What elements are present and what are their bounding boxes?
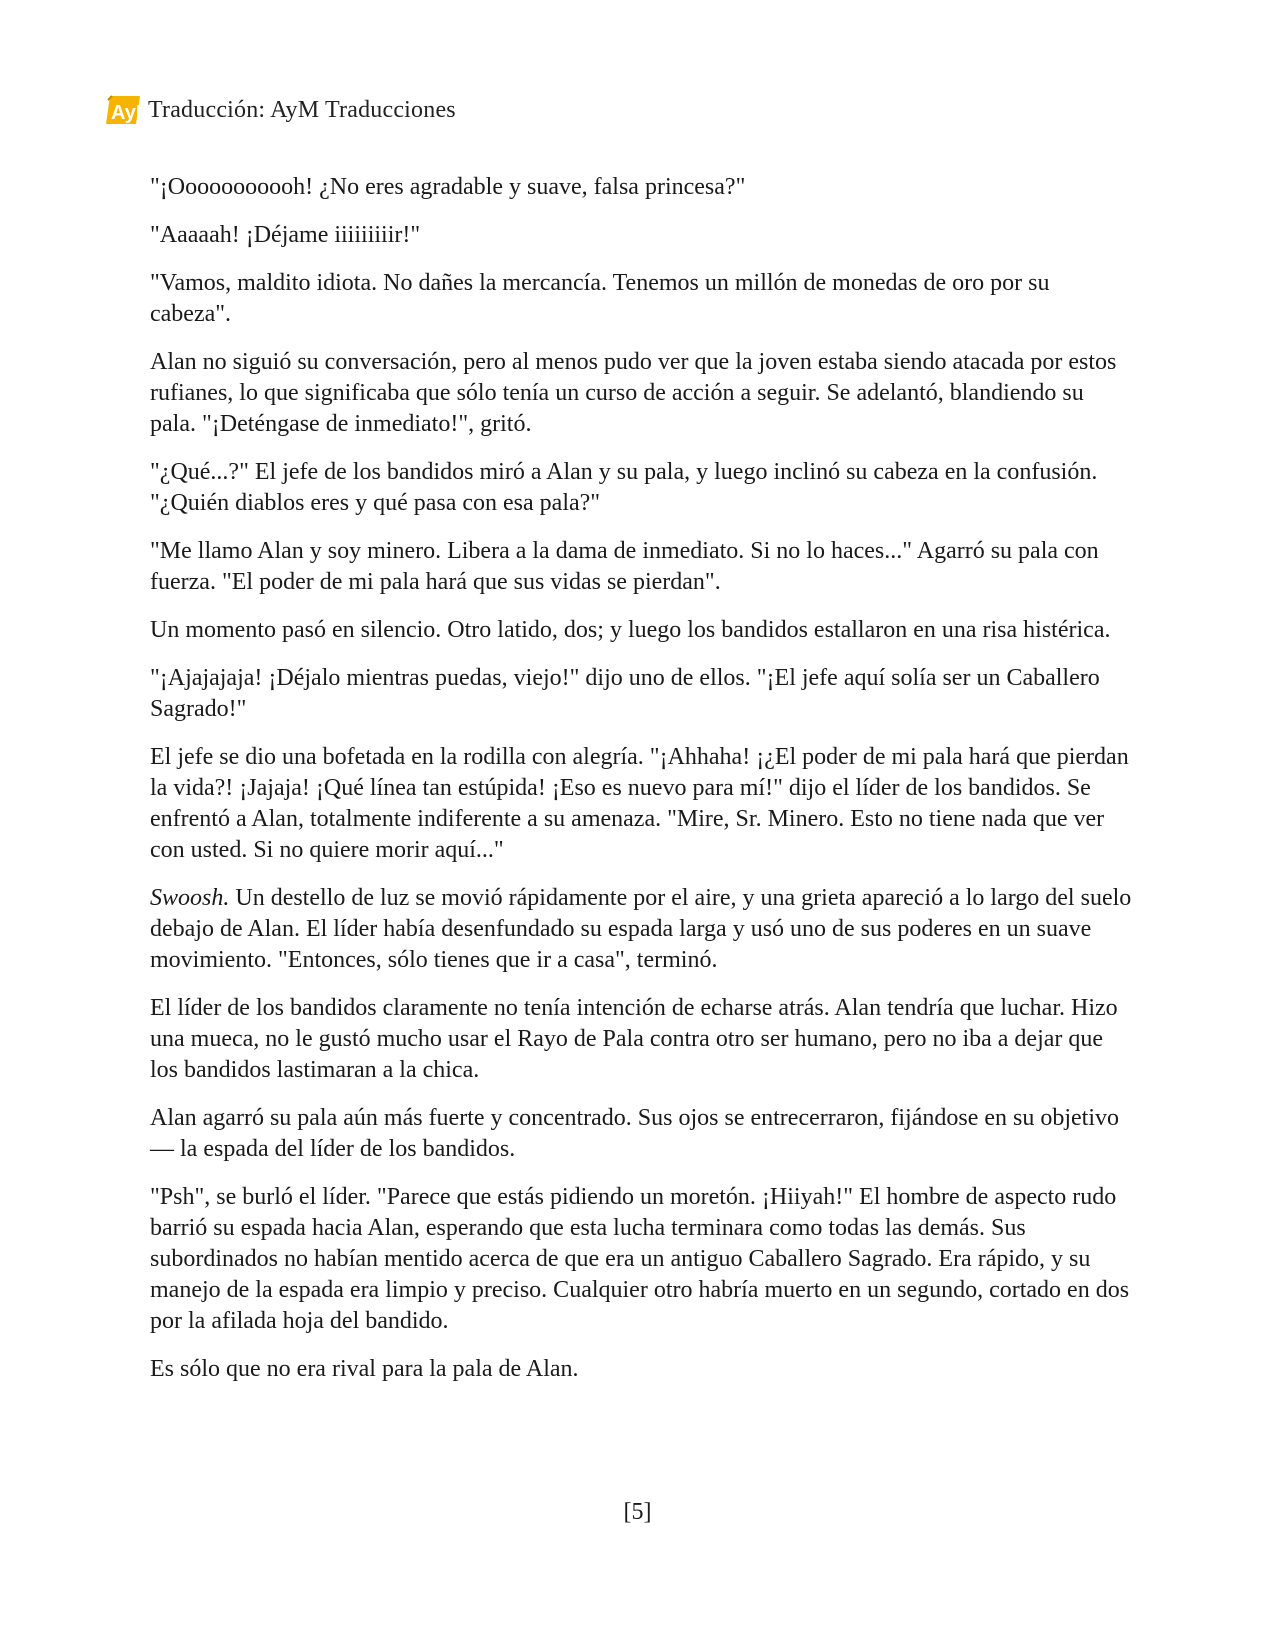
paragraph: "Psh", se burló el líder. "Parece que estás pidiendo un moretón. ¡Hiiyah!" El hombre de aspecto rudo barrió su espada hacia Alan, esperando que esta lucha terminara como todas las demás. Sus subordinados no habían mentido acerca de que era un antiguo Caballero Sagrado. Era rápido, y su manejo de la espada era limpio y preciso. Cualquier otro habría muerto en un segundo, cortado en dos por la afilada hoja del bandido. bbox=[150, 1184, 1130, 1334]
paragraph: El jefe se dio una bofetada en la rodilla con alegría. "¡Ahhaha! ¡¿El poder de mi pala hará que pierdan la vida?! ¡Jajaja! ¡Qué línea tan estúpida! ¡Eso es nuevo para mí!" dijo el líder de los bandidos. Se enfrentó a Alan, totalmente indiferente a su amenaza. "Mire, Sr. Minero. Esto no tiene nada que ver con usted. Si no quiere morir aquí..." bbox=[150, 744, 1129, 863]
aym-logo-icon bbox=[104, 92, 153, 128]
paragraph: "¡Ooooooooooh! ¿No eres agradable y suave, falsa princesa?" bbox=[150, 174, 746, 200]
paragraph: Alan no siguió su conversación, pero al menos pudo ver que la joven estaba siendo atacada por estos rufianes, lo que significaba que sólo tenía un curso de acción a seguir. Se adelantó, blandiendo su pala. "¡Deténgase de inmediato!", gritó. bbox=[150, 349, 1117, 437]
paragraph: "¿Qué...?" El jefe de los bandidos miró a Alan y su pala, y luego inclinó su cabeza en la confusión. "¿Quién diablos eres y qué pasa con esa pala?" bbox=[150, 459, 1098, 516]
paragraph: "Vamos, maldito idiota. No dañes la mercancía. Tenemos un millón de monedas de oro por su cabeza". bbox=[150, 270, 1050, 327]
paragraph-text: Un destello de luz se movió rápidamente por el aire, y una grieta apareció a lo largo del suelo debajo de Alan. El líder había desenfundado su espada larga y usó uno de sus poderes en un suave movimiento. "Entonces, sólo tienes que ir a casa", terminó. bbox=[150, 885, 1132, 973]
emphasis-text: Swoosh. bbox=[150, 885, 230, 911]
paragraph: "¡Ajajajaja! ¡Déjalo mientras puedas, viejo!" dijo uno de ellos. "¡El jefe aquí solía ser un Caballero Sagrado!" bbox=[150, 665, 1100, 722]
document-header bbox=[104, 90, 456, 130]
paragraph: Un momento pasó en silencio. Otro latido, dos; y luego los bandidos estallaron en una risa histérica. bbox=[150, 617, 1111, 643]
logo-text: AyM bbox=[111, 102, 153, 124]
document-body bbox=[150, 172, 1135, 1402]
paragraph: El líder de los bandidos claramente no tenía intención de echarse atrás. Alan tendría que luchar. Hizo una mueca, no le gustó mucho usar el Rayo de Pala contra otro ser humano, pero no iba a dejar que los bandidos lastimaran a la chica. bbox=[150, 995, 1118, 1083]
paragraph bbox=[150, 883, 1135, 976]
paragraph: "Aaaaah! ¡Déjame iiiiiiiiir!" bbox=[150, 222, 421, 248]
paragraph: "Me llamo Alan y soy minero. Libera a la dama de inmediato. Si no lo haces..." Agarró su pala con fuerza. "El poder de mi pala hará que sus vidas se pierdan". bbox=[150, 538, 1099, 595]
header-title: Traducción: AyM Traducciones bbox=[148, 97, 456, 123]
page-number: [5] bbox=[623, 1499, 652, 1525]
paragraph: Es sólo que no era rival para la pala de Alan. bbox=[150, 1356, 579, 1382]
paragraph: Alan agarró su pala aún más fuerte y concentrado. Sus ojos se entrecerraron, fijándose en su objetivo— la espada del líder de los bandidos. bbox=[150, 1105, 1119, 1162]
